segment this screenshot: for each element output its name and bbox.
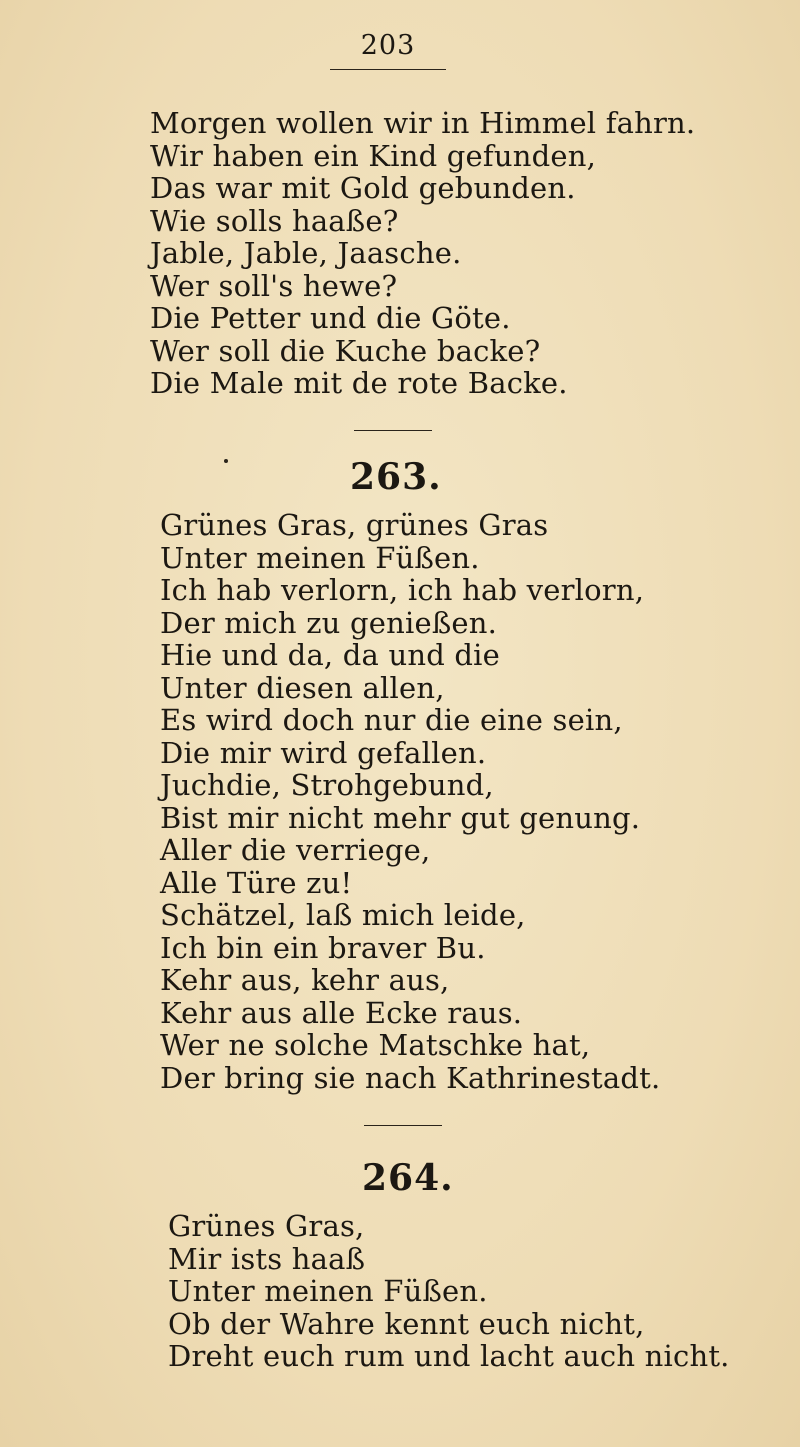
poem-number-264: 264. [362,1157,454,1199]
section-divider [354,430,432,431]
poem-line: Mir ists haaß [168,1241,366,1276]
page-number: 203 [360,30,416,61]
poem-number-263: 263. [350,456,442,498]
poem-line: Wer ne solche Matschke hat, [160,1028,591,1062]
section-divider [364,1125,442,1126]
poem-line: Dreht euch rum und lacht auch nicht. [168,1339,730,1373]
poem-line: Hie und da, da und die [160,638,500,672]
poem-line: Wer soll's hewe? [150,268,398,303]
poem-line: Das war mit Gold gebunden. [150,171,576,205]
poem-line: Ich hab verlorn, ich hab verlorn, [160,573,645,607]
poem-line: Unter meinen Füßen. [168,1274,488,1308]
poem-line: Die mir wird gefallen. [160,735,487,770]
poem-264 [168,1210,730,1373]
poem-line: Die Male mit de rote Backe. [150,366,568,400]
poem-line: Ob der Wahre kennt euch nicht, [168,1306,645,1341]
poem-line: Jable, Jable, Jaasche. [150,236,462,270]
poem-line: Die Petter und die Göte. [150,301,511,335]
poem-line: Wer soll die Kuche backe? [150,333,541,368]
poem-line: Der bring sie nach Kathrinestadt. [160,1060,661,1095]
poem-line: Ich bin ein braver Bu. [160,930,486,965]
poem-line: Bist mir nicht mehr gut genung. [160,800,641,835]
poem-line: Wie solls haaße? [150,203,399,238]
poem-line: Schätzel, laß mich leide, [160,898,526,932]
poem-263 [160,509,660,1094]
header-rule [330,69,446,70]
poem-line: Grünes Gras, grünes Gras [160,508,549,542]
poem-line: Alle Türe zu! [160,865,353,900]
poem-continuation [150,107,695,400]
poem-line: Wir haben ein Kind gefunden, [150,138,597,173]
poem-line: Unter meinen Füßen. [160,540,480,575]
poem-line: Kehr aus, kehr aus, [160,963,450,997]
poem-line: Der mich zu genießen. [160,605,498,640]
poem-line: Kehr aus alle Ecke raus. [160,995,523,1030]
print-speck [224,459,228,463]
poem-line: Unter diesen allen, [160,670,445,705]
poem-line: Morgen wollen wir in Himmel fahrn. [150,106,696,140]
poem-line: Es wird doch nur die eine sein, [160,703,623,737]
poem-line: Juchdie, Strohgebund, [160,768,494,802]
poem-line: Grünes Gras, [168,1209,365,1243]
poem-line: Aller die verriege, [160,833,431,867]
